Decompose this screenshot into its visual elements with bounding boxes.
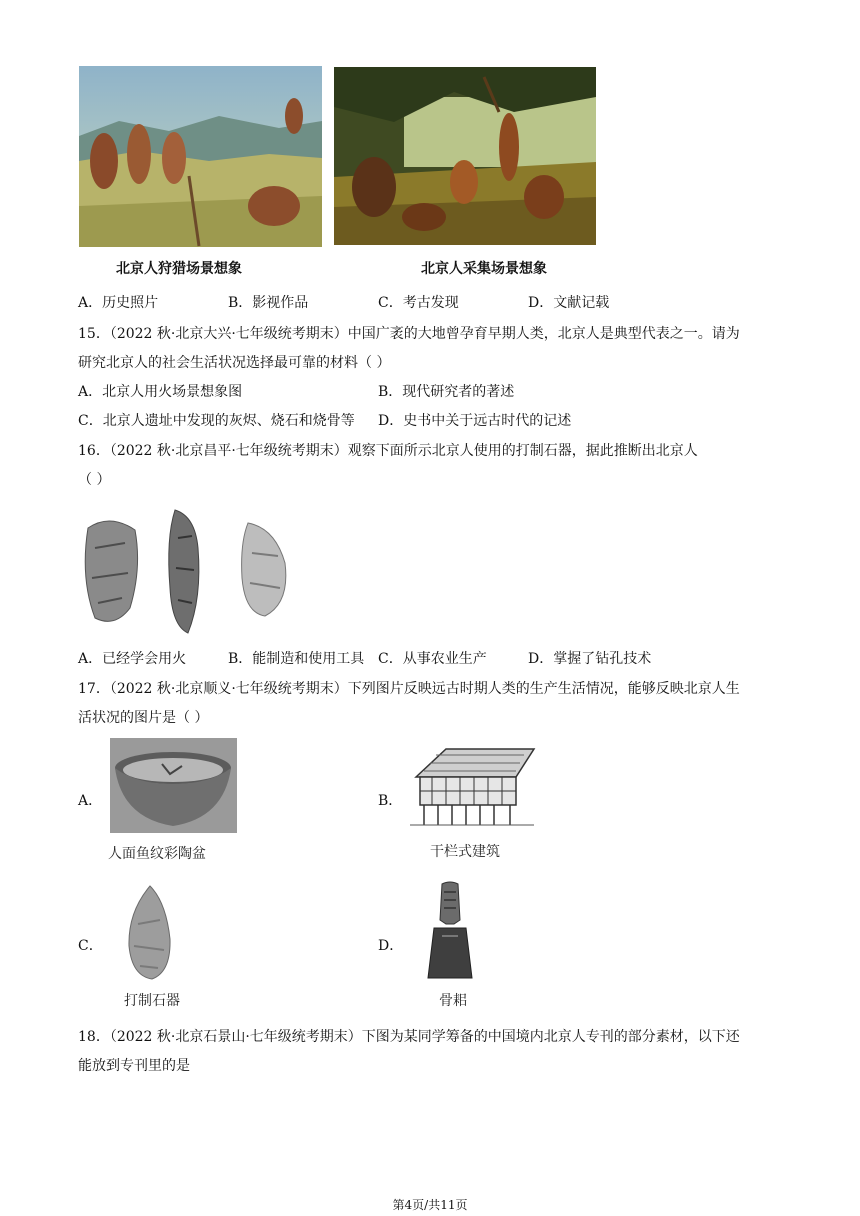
q15-stem-line1: 15．（2022 秋·北京大兴·七年级统考期末）中国广袤的大地曾孕育早期人类，北京人是典型代表之一。请为 [78,326,740,342]
q18-stem-line2: 能放到专刊里的是 [78,1058,190,1074]
stilt-house-image [406,745,538,831]
q18-stem-line1: 18．（2022 秋·北京石景山·七年级统考期末）下图为某同学筹备的中国境内北京人专刊的部分素材，以下还 [78,1029,740,1045]
q16-option-a: A．已经学会用火 [78,651,187,667]
q15-option-c: C．北京人遗址中发现的灰烬、烧石和烧骨等 [78,413,355,429]
q15-option-b: B．现代研究者的著述 [378,384,515,400]
q17-option-a-label: A． [78,793,103,809]
gathering-scene-image [334,67,596,245]
q17-stem-line2: 活状况的图片是（ ） [78,710,209,726]
q17-option-a-caption: 人面鱼纹彩陶盆 [108,846,206,862]
q16-option-b: B．能制造和使用工具 [228,651,365,667]
q15-option-a: A．北京人用火场景想象图 [78,384,243,400]
q16-option-c: C．从事农业生产 [378,651,487,667]
chipped-stone-tool-image [124,884,174,982]
gathering-caption: 北京人采集场景想象 [421,261,547,277]
q16-option-d: D．掌握了钻孔技术 [528,651,652,667]
page-number-footer: 第4页/共11页 [392,1198,468,1212]
q14-option-a: A．历史照片 [78,295,159,311]
q17-option-d-label: D． [378,938,404,954]
q14-option-b: B．影视作品 [228,295,309,311]
q17-stem-line1: 17．（2022 秋·北京顺义·七年级统考期末）下列图片反映远古时期人类的生产生活情况，能够反映北京人生 [78,681,740,697]
q15-stem-line2: 研究北京人的社会生活状况选择最可靠的材料（ ） [78,355,391,371]
q14-option-c: C．考古发现 [378,295,459,311]
q16-stem-line1: 16．（2022 秋·北京昌平·七年级统考期末）观察下面所示北京人使用的打制石器，据此推断出北京人 [78,443,698,459]
q17-option-b-caption: 干栏式建筑 [430,844,500,860]
painted-pottery-basin-image [110,738,237,833]
q17-option-c-label: C． [78,938,103,954]
stone-tools-image [80,508,295,636]
q17-option-c-caption: 打制石器 [124,993,180,1009]
hunting-caption: 北京人狩猎场景想象 [116,261,242,277]
q14-option-d: D．文献记载 [528,295,610,311]
q17-option-d-caption: 骨耜 [439,993,467,1009]
q16-stem-line2: （ ） [78,472,111,488]
hunting-scene-image [79,66,322,247]
q17-option-b-label: B． [378,793,403,809]
bone-spade-image [424,880,476,984]
q15-option-d: D．史书中关于远古时代的记述 [378,413,572,429]
